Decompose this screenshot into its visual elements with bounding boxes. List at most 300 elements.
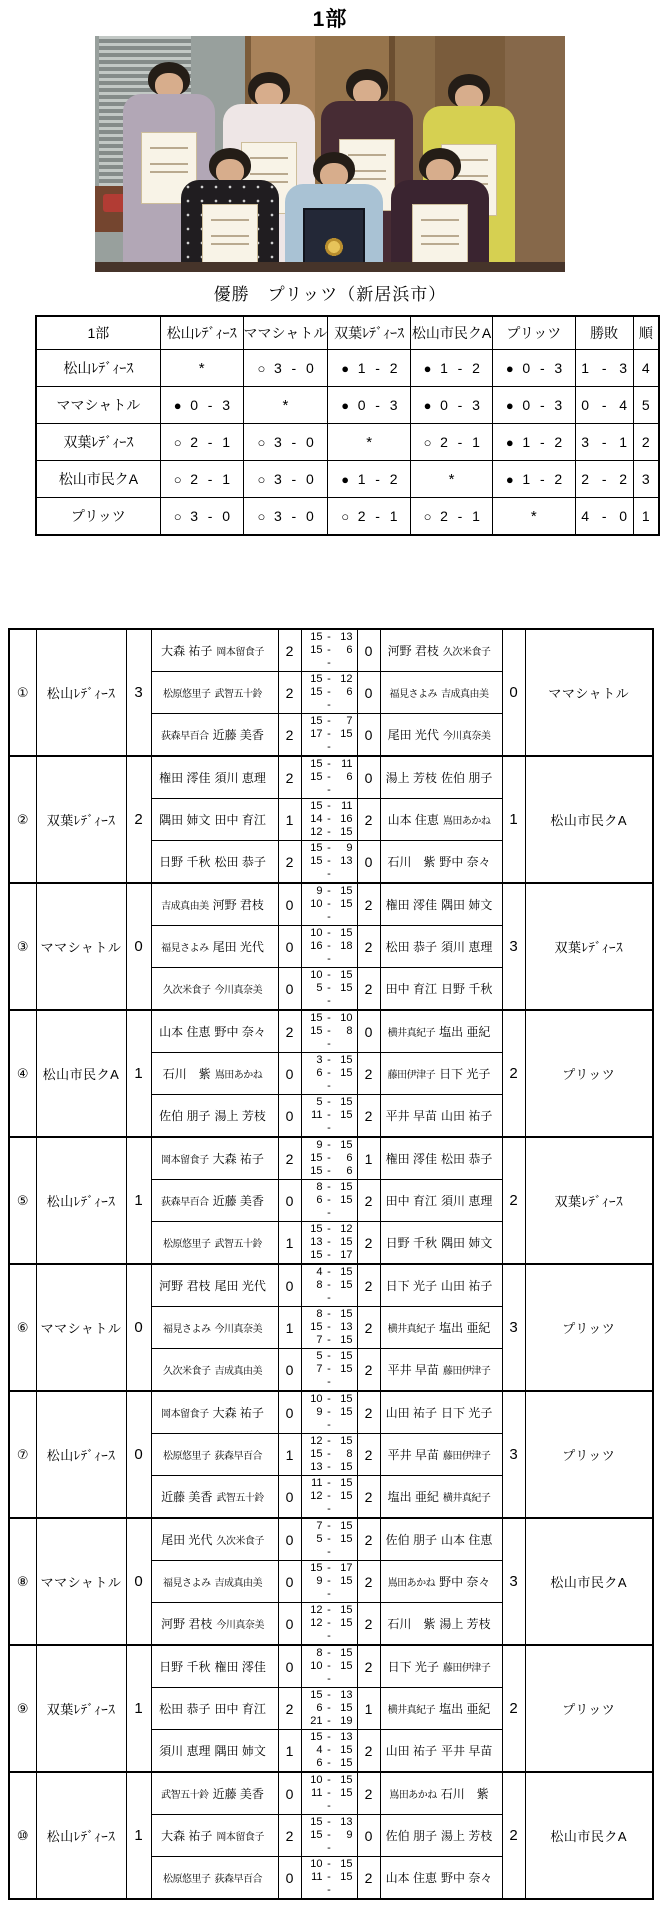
match-total-right: 2 <box>502 1137 525 1264</box>
standings-result-cell <box>328 387 411 424</box>
player-name: 松原悠里子 <box>163 1873 211 1885</box>
games-won-left: 2 <box>278 629 301 672</box>
page-title: 1部 <box>312 8 348 31</box>
match-total-right: 2 <box>502 1772 525 1899</box>
score-line <box>302 758 357 771</box>
score-cell <box>301 672 357 714</box>
player-name: 近藤 美香 <box>212 727 264 742</box>
score-right <box>336 1884 353 1897</box>
score-cell <box>301 1010 357 1053</box>
pair-cell <box>380 1772 502 1815</box>
score-dash: - <box>327 1588 331 1600</box>
player-name: 近藤 美香 <box>161 1489 213 1504</box>
score-right: 15 <box>340 1363 353 1375</box>
standings-result-cell <box>243 350 328 387</box>
score-right: 19 <box>340 1715 353 1727</box>
games-won-left: 0 <box>278 1180 301 1222</box>
standings-result-cell <box>411 387 493 424</box>
games-won-left: 0 <box>278 1349 301 1392</box>
score-left: 3 <box>273 434 282 450</box>
result-value <box>244 508 328 524</box>
player-name: 横井真紀子 <box>442 1492 491 1504</box>
standings-row <box>36 498 659 536</box>
score-cell <box>301 841 357 884</box>
player-name: 福見さよみ <box>161 942 209 954</box>
pair-cell <box>151 1561 278 1603</box>
score-dash: - <box>327 1461 331 1473</box>
score-left: 15 <box>310 715 323 727</box>
score-right: 2 <box>554 434 563 450</box>
match-game-row <box>9 883 653 926</box>
score-left: 5 <box>316 1350 323 1362</box>
match-block <box>9 1391 653 1518</box>
score-cell <box>301 1391 357 1434</box>
score-dash: - <box>327 1757 331 1769</box>
score-dash: - <box>327 1266 331 1278</box>
score-left: 11 <box>311 1787 323 1799</box>
standings-result-cell <box>243 424 328 461</box>
match-total-left: 1 <box>126 1645 151 1772</box>
player-name: 吉成真由美 <box>214 1365 262 1377</box>
win-loss-mark-icon: ○ <box>173 434 182 450</box>
standings-result-cell <box>492 350 575 387</box>
score-dash: - <box>327 1279 331 1291</box>
score-dash: - <box>327 1715 331 1727</box>
score-dash: - <box>327 631 331 643</box>
score-right <box>336 1292 353 1305</box>
standings-header-cell: プリッツ <box>492 316 575 350</box>
score-dash: - <box>375 471 380 487</box>
score-dash: - <box>327 800 331 812</box>
player-name: 武智五十鈴 <box>161 1789 209 1801</box>
score-right <box>336 1630 353 1643</box>
score-right: 12 <box>340 1223 353 1235</box>
score-cell <box>301 799 357 841</box>
photo-floor <box>95 262 565 272</box>
score-left: 2 <box>190 471 199 487</box>
score-dash: - <box>327 1448 331 1460</box>
score-dash: - <box>327 1858 331 1870</box>
games-won-left: 2 <box>278 1688 301 1730</box>
score-line <box>302 969 357 982</box>
player-name: 河野 君枝 <box>161 1616 213 1631</box>
match-total-left: 0 <box>126 1391 151 1518</box>
games-won-right: 0 <box>357 672 380 714</box>
score-right: 15 <box>340 1660 353 1672</box>
player-name: 佐伯 朋子 <box>385 1828 437 1843</box>
games-won-left: 1 <box>278 799 301 841</box>
pair-cell <box>151 926 278 968</box>
score-cell <box>301 1264 357 1307</box>
result-value <box>161 508 243 524</box>
player-name: 山田 祐子 <box>441 1278 493 1293</box>
score-dash: - <box>207 471 213 487</box>
pair-cell <box>380 1815 502 1857</box>
score-left: 6 <box>316 1067 323 1079</box>
player-name: 日野 千秋 <box>159 854 211 869</box>
win-loss-mark-icon: ○ <box>257 434 266 450</box>
score-right <box>336 1588 353 1601</box>
score-right: 3 <box>472 397 480 413</box>
score-line <box>302 715 357 728</box>
score-dash: - <box>601 397 607 413</box>
score-left: 0 <box>581 397 590 413</box>
score-right: 15 <box>340 1647 353 1659</box>
score-cell <box>301 1772 357 1815</box>
standings-header-cell: 1部 <box>36 316 160 350</box>
games-won-right: 0 <box>357 714 380 757</box>
score-right: 3 <box>389 397 398 413</box>
score-right: 15 <box>340 1490 353 1502</box>
score-right: 2 <box>554 471 563 487</box>
score-line <box>302 1503 357 1516</box>
win-loss-mark-icon: ● <box>341 471 350 487</box>
win-loss-mark-icon: ● <box>505 360 514 376</box>
score-dash: - <box>327 940 331 952</box>
score-dash: - <box>291 434 297 450</box>
score-line <box>302 1435 357 1448</box>
player-name: 松田 恭子 <box>159 1701 211 1716</box>
score-left: 8 <box>316 1647 323 1659</box>
win-loss-mark-icon: ● <box>173 397 182 413</box>
match-number: ⑥ <box>9 1264 36 1391</box>
games-won-left: 2 <box>278 1137 301 1180</box>
score-dash: - <box>327 644 331 656</box>
score-line <box>302 1165 357 1178</box>
score-cell <box>301 1476 357 1519</box>
player-name: 山田 祐子 <box>441 1108 493 1123</box>
score-right: 15 <box>340 1054 353 1066</box>
match-team-left: ママシャトル <box>36 883 126 1010</box>
match-total-left: 1 <box>126 1010 151 1137</box>
score-right: 13 <box>340 1731 353 1743</box>
games-won-right: 2 <box>357 1772 380 1815</box>
score-left <box>306 657 323 670</box>
standings-team-cell: 松山市民クA <box>36 461 160 498</box>
standings-result-cell <box>492 387 575 424</box>
score-cell <box>301 1222 357 1265</box>
score-line <box>302 1647 357 1660</box>
match-team-left: 双葉ﾚﾃﾞｨｰｽ <box>36 756 126 883</box>
games-won-left: 0 <box>278 1053 301 1095</box>
pair-cell <box>380 968 502 1011</box>
score-left <box>306 741 323 754</box>
score-dash: - <box>327 1152 331 1164</box>
player-name: 久次米食子 <box>163 1365 211 1377</box>
score-left: 15 <box>310 1321 323 1333</box>
score-left: 3 <box>581 434 590 450</box>
games-won-right: 2 <box>357 1434 380 1476</box>
games-won-right: 2 <box>357 1857 380 1900</box>
score-dash: - <box>327 927 331 939</box>
score-left: 2 <box>581 471 590 487</box>
score-dash: - <box>539 360 545 376</box>
standings-record-cell <box>575 461 633 498</box>
score-cell <box>301 1561 357 1603</box>
score-right: 3 <box>222 397 231 413</box>
score-left: 15 <box>310 758 323 770</box>
player-name: 湯上 芳枝 <box>214 1108 266 1123</box>
score-line <box>302 1477 357 1490</box>
score-line <box>302 741 357 754</box>
match-total-right: 2 <box>502 1645 525 1772</box>
player-name: 河野 君枝 <box>159 1278 211 1293</box>
result-value <box>411 434 492 450</box>
score-right: 15 <box>340 898 353 910</box>
score-dash: - <box>327 1350 331 1362</box>
games-won-right: 0 <box>357 756 380 799</box>
win-loss-mark-icon: ○ <box>423 508 432 524</box>
score-right <box>336 657 353 670</box>
score-line <box>302 1842 357 1855</box>
score-line <box>302 1673 357 1686</box>
score-dash: - <box>327 1604 331 1616</box>
score-right: 9 <box>346 1829 353 1841</box>
score-left: 15 <box>310 1816 323 1828</box>
score-left: 9 <box>316 1139 323 1151</box>
match-game-row <box>9 1264 653 1307</box>
player-name: 武智五十鈴 <box>216 1492 264 1504</box>
score-dash: - <box>327 1096 331 1108</box>
games-won-left: 0 <box>278 883 301 926</box>
score-left: 13 <box>310 1461 323 1473</box>
result-value <box>328 508 410 524</box>
score-right: 15 <box>340 982 353 994</box>
score-left: 3 <box>190 508 199 524</box>
score-dash: - <box>327 1038 331 1050</box>
score-left: 5 <box>316 1096 323 1108</box>
score-right: 15 <box>340 1520 353 1532</box>
score-left <box>306 1080 323 1093</box>
games-won-left: 2 <box>278 756 301 799</box>
player-name: 田中 育江 <box>214 812 266 827</box>
pair-cell <box>380 1518 502 1561</box>
score-dash: - <box>327 826 331 838</box>
match-number: ⑦ <box>9 1391 36 1518</box>
player-name: 吉成真由美 <box>214 1577 262 1589</box>
match-team-left: ママシャトル <box>36 1264 126 1391</box>
standings-result-cell <box>492 424 575 461</box>
score-dash: - <box>327 1139 331 1151</box>
score-line <box>302 771 357 784</box>
score-cell <box>301 1857 357 1900</box>
match-total-right: 3 <box>502 1391 525 1518</box>
pair-cell <box>380 1688 502 1730</box>
games-won-left: 2 <box>278 672 301 714</box>
games-won-right: 1 <box>357 1137 380 1180</box>
score-right: 15 <box>340 1435 353 1447</box>
player-name: 大森 祐子 <box>161 1828 213 1843</box>
player-name: 久次米食子 <box>216 1535 264 1547</box>
score-left: 4 <box>316 1266 323 1278</box>
pair-cell <box>380 1730 502 1773</box>
photo-person <box>391 148 489 272</box>
games-won-left: 0 <box>278 926 301 968</box>
score-cell <box>301 1518 357 1561</box>
photo-person <box>285 152 383 272</box>
score-dash: - <box>327 1829 331 1841</box>
score-right: 15 <box>340 1096 353 1108</box>
score-line <box>302 1080 357 1093</box>
player-name: 平井 早苗 <box>387 1362 439 1377</box>
score-left: 3 <box>273 508 282 524</box>
score-left <box>306 1673 323 1686</box>
player-name: 松原悠里子 <box>163 688 211 700</box>
score-line <box>302 898 357 911</box>
draw-diagonal-mark: * <box>198 359 205 377</box>
score-right: 1 <box>389 508 398 524</box>
player-name: 野中 奈々 <box>439 1574 491 1589</box>
score-line <box>302 1334 357 1347</box>
score-right: 3 <box>554 397 563 413</box>
score-dash: - <box>327 1842 331 1854</box>
score-dash: - <box>327 728 331 740</box>
games-won-left: 1 <box>278 1307 301 1349</box>
score-line <box>302 1604 357 1617</box>
player-name: 日野 千秋 <box>385 1235 437 1250</box>
pair-cell <box>380 841 502 884</box>
score-left <box>306 784 323 797</box>
games-won-right: 2 <box>357 1180 380 1222</box>
score-left <box>306 1038 323 1051</box>
score-line <box>302 1376 357 1389</box>
pair-cell <box>380 883 502 926</box>
score-line <box>302 1774 357 1787</box>
score-dash: - <box>327 1787 331 1799</box>
player-name: 野中 奈々 <box>214 1024 266 1039</box>
score-dash: - <box>327 1647 331 1659</box>
match-number: ⑧ <box>9 1518 36 1645</box>
score-cell <box>301 714 357 757</box>
player-name: 河野 君枝 <box>212 897 264 912</box>
result-value <box>244 434 328 450</box>
score-left: 15 <box>310 1025 323 1037</box>
player-name: 佐伯 朋子 <box>385 1532 437 1547</box>
result-value <box>411 508 492 524</box>
score-cell <box>301 1688 357 1730</box>
score-line <box>302 885 357 898</box>
score-dash: - <box>327 1731 331 1743</box>
score-left: 15 <box>310 800 323 812</box>
score-left: 2 <box>357 508 366 524</box>
standings-header-cell: 松山市民クA <box>411 316 493 350</box>
win-loss-mark-icon: ● <box>423 397 432 413</box>
player-name: 近藤 美香 <box>212 1193 264 1208</box>
standings-header-row <box>36 316 659 350</box>
match-total-right: 2 <box>502 1010 525 1137</box>
score-line <box>302 1490 357 1503</box>
score-dash: - <box>291 360 297 376</box>
score-left: 8 <box>316 1181 323 1193</box>
player-name: 石川 紫 <box>440 1786 489 1801</box>
games-won-right: 2 <box>357 1518 380 1561</box>
player-name: 須川 恵理 <box>441 939 493 954</box>
pair-cell <box>151 841 278 884</box>
win-loss-mark-icon: ○ <box>341 508 350 524</box>
score-dash: - <box>291 471 297 487</box>
games-won-left: 0 <box>278 1857 301 1900</box>
result-value <box>161 434 243 450</box>
result-value <box>493 397 575 413</box>
standings-team-cell: プリッツ <box>36 498 160 536</box>
player-name: 武智五十鈴 <box>214 1238 262 1250</box>
pair-cell <box>380 672 502 714</box>
standings-record-cell <box>575 387 633 424</box>
player-name: 荻森早百合 <box>161 1196 209 1208</box>
score-line <box>302 657 357 670</box>
match-game-row <box>9 1137 653 1180</box>
score-dash: - <box>457 508 463 524</box>
player-name: 塩出 亜紀 <box>439 1320 491 1335</box>
player-name: 尾田 光代 <box>161 1532 213 1547</box>
player-name: 松田 恭子 <box>441 1151 493 1166</box>
score-dash: - <box>457 434 463 450</box>
score-line <box>302 868 357 881</box>
score-line <box>302 784 357 797</box>
standings-row <box>36 350 659 387</box>
player-name: 須川 恵理 <box>159 1743 211 1758</box>
photo-caption: 優勝 プリッツ（新居浜市） <box>213 285 447 304</box>
score-line <box>302 1689 357 1702</box>
score-right: 15 <box>340 1477 353 1489</box>
player-name: 平井 早苗 <box>441 1743 493 1758</box>
score-left: 15 <box>310 673 323 685</box>
score-left: 10 <box>310 1393 323 1405</box>
score-dash: - <box>327 1617 331 1629</box>
player-name: 隅田 姉文 <box>441 897 493 912</box>
pair-cell <box>380 1349 502 1392</box>
score-dash: - <box>327 1660 331 1672</box>
pair-cell <box>380 1603 502 1646</box>
score-right: 4 <box>619 397 628 413</box>
match-team-left: ママシャトル <box>36 1518 126 1645</box>
score-dash: - <box>327 1575 331 1587</box>
score-cell <box>301 629 357 672</box>
draw-diagonal-mark: * <box>530 507 537 525</box>
score-dash: - <box>327 1871 331 1883</box>
player-name: 荻森早百合 <box>161 730 209 742</box>
score-left: 10 <box>310 927 323 939</box>
score-dash: - <box>327 715 331 727</box>
match-total-left: 0 <box>126 883 151 1010</box>
standings-result-cell <box>411 461 493 498</box>
standings-result-cell <box>160 387 243 424</box>
score-left: 6 <box>316 1702 323 1714</box>
player-name: 田中 育江 <box>214 1701 266 1716</box>
score-line <box>302 1025 357 1038</box>
score-dash: - <box>327 1689 331 1701</box>
score-left: 12 <box>310 1490 323 1502</box>
player-name: 日下 光子 <box>441 1405 493 1420</box>
player-name: 日下 光子 <box>387 1659 439 1674</box>
score-right: 15 <box>340 826 353 838</box>
standings-rank-cell: 1 <box>633 498 659 536</box>
match-team-right: 双葉ﾚﾃﾞｨｰｽ <box>525 883 653 1010</box>
player-name: 権田 澪佳 <box>385 1151 437 1166</box>
player-name: 湯上 芳枝 <box>439 1616 491 1631</box>
games-won-right: 2 <box>357 1264 380 1307</box>
games-won-left: 0 <box>278 1603 301 1646</box>
score-line <box>302 826 357 839</box>
score-right <box>336 995 353 1008</box>
pair-cell <box>151 1222 278 1265</box>
score-line <box>302 1266 357 1279</box>
player-name: 藤田伊津子 <box>442 1365 491 1377</box>
win-loss-mark-icon: ○ <box>173 471 182 487</box>
score-right: 2 <box>389 360 398 376</box>
score-cell <box>301 1307 357 1349</box>
score-left: 0 <box>357 397 366 413</box>
